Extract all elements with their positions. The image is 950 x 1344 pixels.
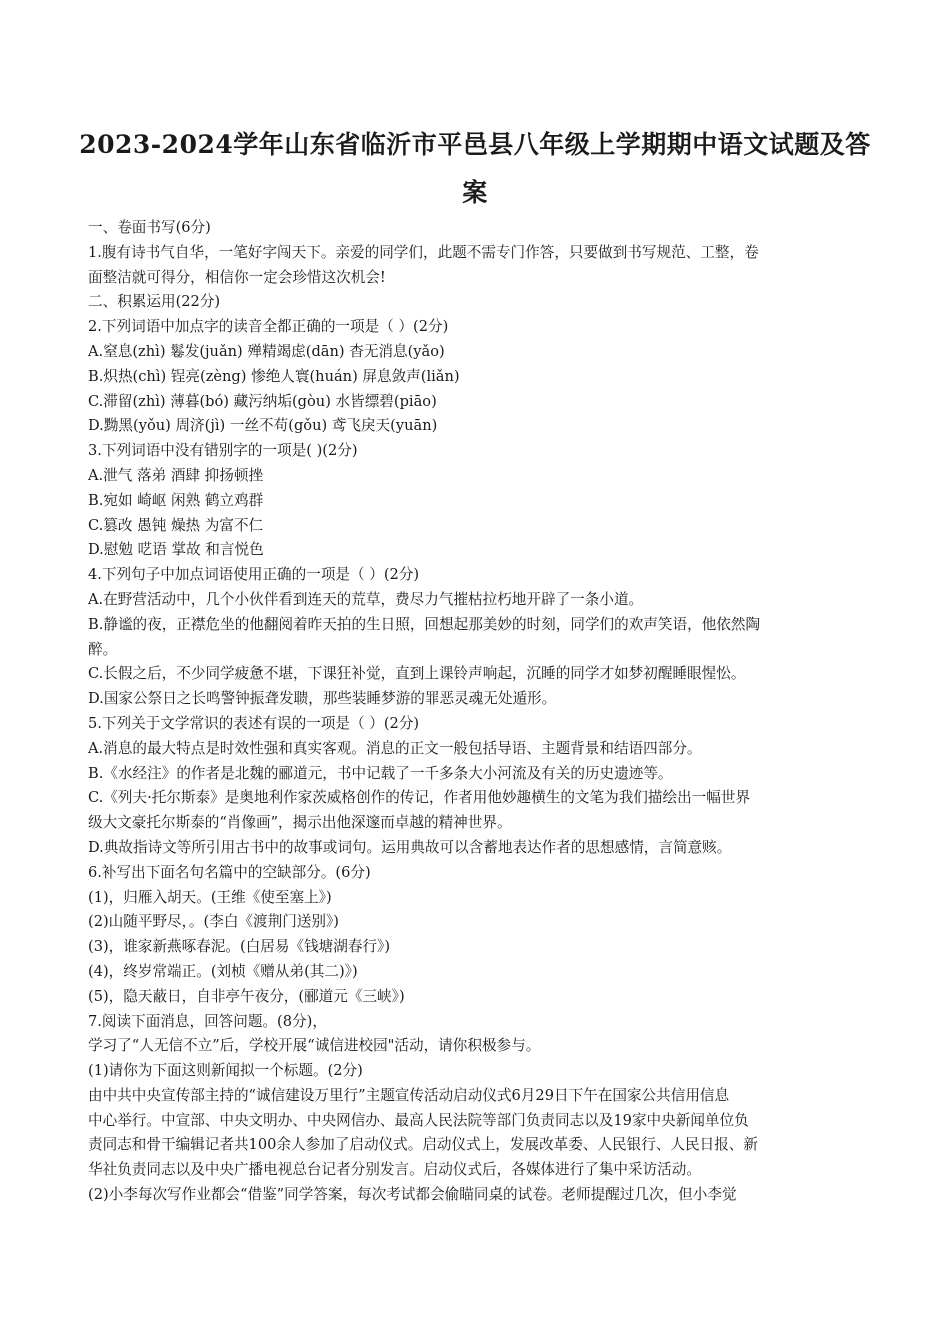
option-line: B.炽热(chì) 锃亮(zèng) 惨绝人寰(huán) 屏息敛声(liǎn)	[88, 367, 460, 385]
option-line: D.黝黑(yǒu) 周济(jì) 一丝不苟(gǒu) 鸢飞戾天(yuān)	[88, 417, 438, 435]
option-line: C.篡改 愚钝 燥热 为富不仁	[88, 516, 264, 534]
option-line: A.窒息(zhì) 鬈发(juǎn) 殚精竭虑(dān) 杳无消息(yǎo)	[88, 342, 445, 360]
text-line: 级大文豪托尔斯泰的“肖像画”，揭示出他深邃而卓越的精神世界。	[88, 814, 512, 832]
question-6: 6.补写出下面名句名篇中的空缺部分。(6分)	[88, 863, 371, 881]
section-heading-2: 二、积累运用(22分)	[88, 293, 221, 311]
fill-blank-line: (1)，归雁入胡天。(王维《使至塞上》)	[88, 888, 332, 906]
question-5: 5.下列关于文学常识的表述有误的一项是（ ）(2分)	[88, 714, 420, 732]
text-line: 1.腹有诗书气自华，一笔好字闯天下。亲爱的同学们，此题不需专门作答，只要做到书写规范、工整，卷	[88, 243, 759, 261]
text-line: 面整洁就可得分，相信你一定会珍惜这次机会!	[88, 268, 386, 286]
document-body	[88, 216, 863, 1208]
option-line: A.消息的最大特点是时效性强和真实客观。消息的正文一般包括导语、主题背景和结语四部分。	[88, 739, 702, 757]
news-paragraph-line: 由中共中央宣传部主持的“诚信建设万里行”主题宣传活动启动仪式6月29日下午在国家公共信用信息	[88, 1086, 730, 1104]
option-line: B.静谧的夜，正襟危坐的他翻阅着昨天拍的生日照，回想起那美妙的时刻，同学们的欢声笑语，他依然陶	[88, 615, 761, 633]
question-4: 4.下列句子中加点词语使用正确的一项是（ ）(2分)	[88, 566, 420, 584]
option-line: D.国家公祭日之长鸣警钟振聋发聩，那些装睡梦游的罪恶灵魂无处遁形。	[88, 690, 557, 708]
news-paragraph-line: 中心举行。中宣部、中央文明办、中央网信办、最高人民法院等部门负责同志以及19家中央新闻单位负	[88, 1111, 749, 1129]
question-2: 2.下列词语中加点字的读音全都正确的一项是（ ）(2分)	[88, 318, 449, 336]
news-paragraph-line: 华社负责同志以及中央广播电视总台记者分别发言。启动仪式后，各媒体进行了集中采访活动。	[88, 1161, 701, 1179]
section-heading-1: 一、卷面书写(6分)	[88, 219, 211, 236]
fill-blank-line: (2)山随平野尽，。(李白《渡荆门送别》)	[88, 913, 339, 931]
sub-question: (2)小李每次写作业都会“借鉴”同学答案，每次考试都会偷瞄同桌的试卷。老师提醒过几次，但小李觉	[88, 1186, 737, 1204]
option-line: B.宛如 崎岖 闲熟 鹤立鸡群	[88, 491, 264, 509]
news-paragraph-line: 责同志和骨干编辑记者共100余人参加了启动仪式。启动仪式上，发展改革委、人民银行、人民日报、新	[88, 1136, 758, 1154]
text-line: 醉。	[88, 640, 118, 658]
option-line: D.慰勉 呓语 掌故 和言悦色	[88, 541, 264, 559]
option-line: D.典故指诗文等所引用古书中的故事或词句。运用典故可以含蓄地表达作者的思想感情，言简意赅。	[88, 838, 732, 856]
option-line: B.《水经注》的作者是北魏的郦道元，书中记载了一千多条大小河流及有关的历史遗迹等。	[88, 764, 673, 782]
option-line: C.《列夫·托尔斯泰》是奥地利作家茨威格创作的传记，作者用他妙趣横生的文笔为我们描绘出一幅世界	[88, 789, 751, 807]
question-7: 7.阅读下面消息，回答问题。(8分)，	[88, 1012, 327, 1030]
fill-blank-line: (5)，隐天蔽日，自非亭午夜分，(郦道元《三峡》)	[88, 987, 405, 1005]
sub-question: (1)请你为下面这则新闻拟一个标题。(2分)	[88, 1062, 363, 1080]
text-line: 学习了“人无信不立”后，学校开展“诚信进校园"活动，请你积极参与。	[88, 1037, 541, 1055]
option-line: A.泄气 落弟 酒肆 抑扬顿挫	[88, 466, 264, 484]
fill-blank-line: (3)，谁家新燕啄春泥。(白居易《钱塘湖春行》)	[88, 938, 391, 956]
question-3: 3.下列词语中没有错别字的一项是( )(2分)	[88, 442, 358, 460]
option-line: C.滞留(zhì) 薄暮(bó) 藏污纳垢(gòu) 水皆缥碧(piāo)	[88, 392, 437, 410]
document-title-line-2: 案	[462, 178, 488, 207]
option-line: C.长假之后，不少同学疲惫不堪，下课狂补觉，直到上课铃声响起，沉睡的同学才如梦初醒睡眼惺忪。	[88, 665, 746, 683]
fill-blank-line: (4)，终岁常端正。(刘桢《赠从弟(其二)》)	[88, 962, 358, 980]
option-line: A.在野营活动中，几个小伙伴看到连天的荒草，费尽力气摧枯拉朽地开辟了一条小道。	[88, 590, 644, 608]
document-title-line-1: 2023-2024学年山东省临沂市平邑县八年级上学期期中语文试题及答	[79, 130, 871, 159]
